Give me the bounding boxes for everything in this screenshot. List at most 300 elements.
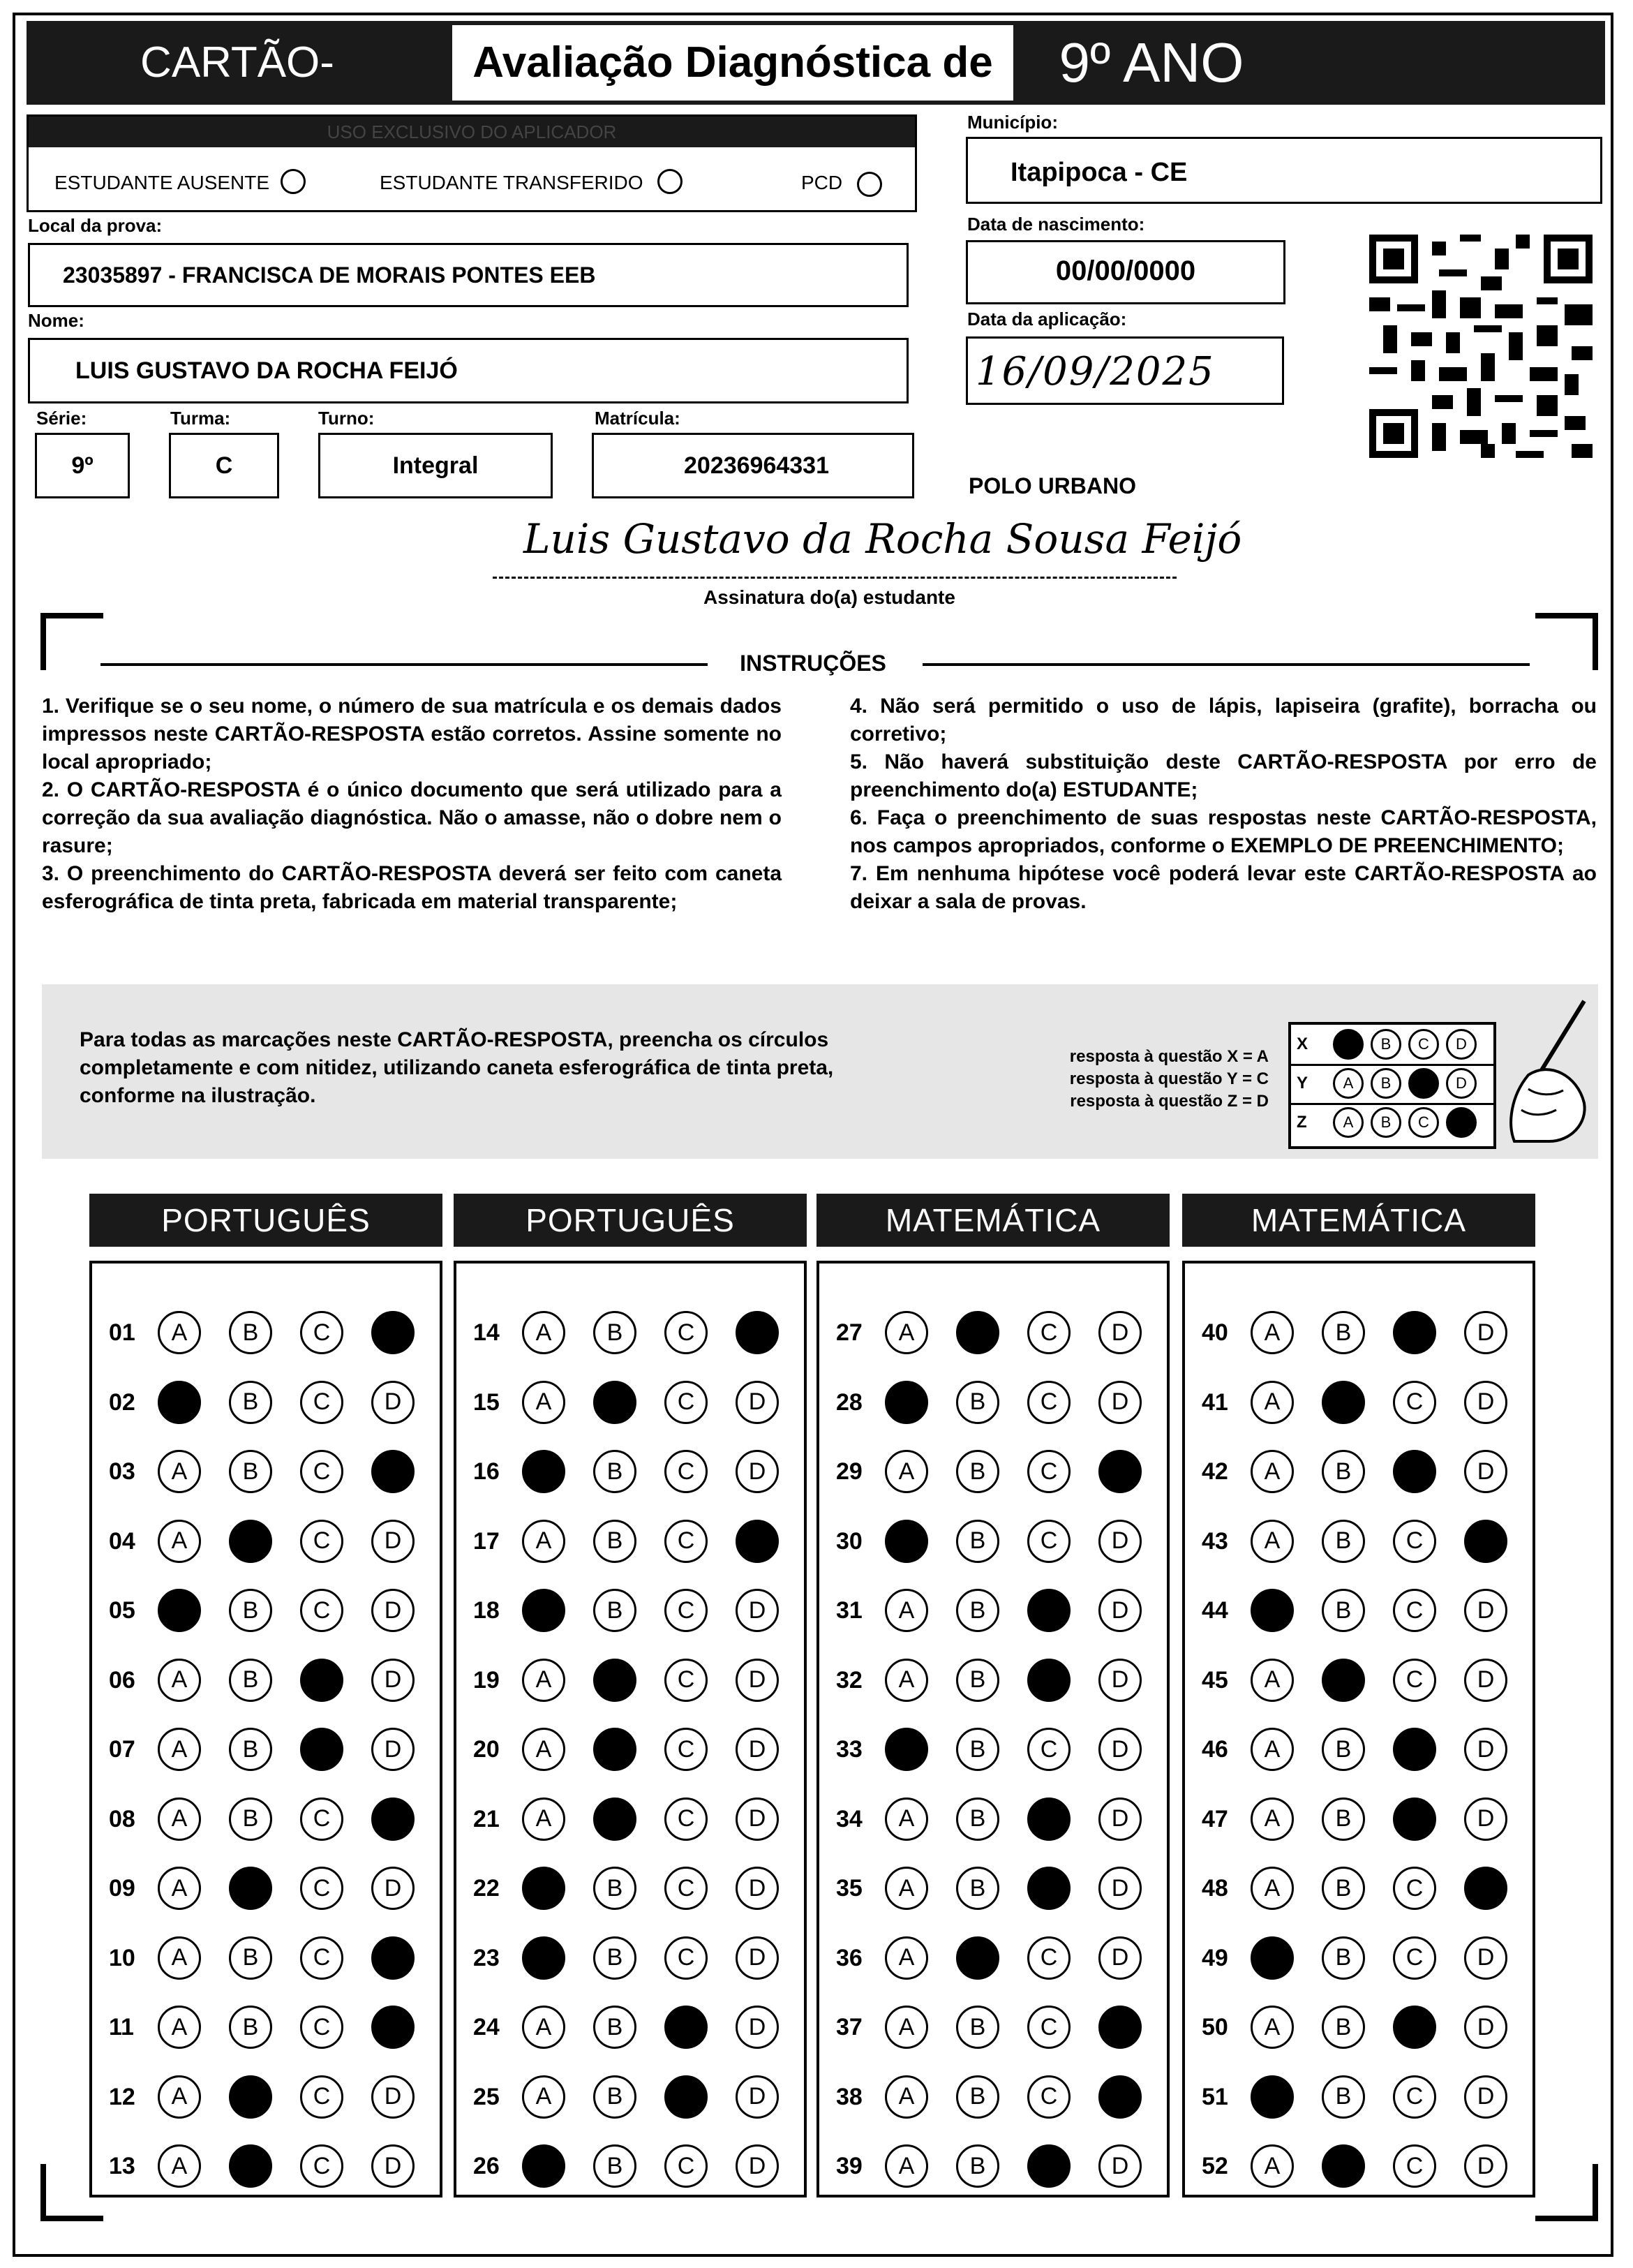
answer-bubble-16-d[interactable]: D — [736, 1450, 779, 1493]
answer-bubble-01-c[interactable]: C — [300, 1311, 343, 1354]
answer-bubble-49-c[interactable]: C — [1393, 1936, 1436, 1980]
nascimento-value: 00/00/0000 — [1055, 255, 1196, 286]
answer-bubble-28-d[interactable]: D — [1098, 1381, 1142, 1424]
answer-bubble-06-b[interactable]: B — [229, 1659, 272, 1702]
answer-bubble-14-d[interactable]: D — [736, 1311, 779, 1354]
instructions-right — [850, 692, 1597, 916]
question-number: 12 — [109, 2083, 135, 2110]
answer-bubble-06-c[interactable]: C — [300, 1659, 343, 1702]
answer-bubble-36-d[interactable]: D — [1098, 1936, 1142, 1980]
answer-bubble-15-b[interactable]: B — [593, 1381, 636, 1424]
answer-bubble-33-d[interactable]: D — [1098, 1728, 1142, 1771]
answer-bubble-26-a[interactable]: A — [522, 2144, 565, 2188]
answer-bubble-10-a[interactable]: A — [158, 1936, 201, 1980]
answer-bubble-42-d[interactable]: D — [1464, 1450, 1507, 1493]
answer-bubble-28-c[interactable]: C — [1027, 1381, 1071, 1424]
answer-bubble-44-c[interactable]: C — [1393, 1589, 1436, 1632]
answer-bubble-03-c[interactable]: C — [300, 1450, 343, 1493]
answer-bubble-33-b[interactable]: B — [956, 1728, 999, 1771]
answer-bubble-49-b[interactable]: B — [1322, 1936, 1365, 1980]
answer-bubble-23-c[interactable]: C — [664, 1936, 708, 1980]
answer-bubble-26-d[interactable]: D — [736, 2144, 779, 2188]
answer-bubble-39-d[interactable]: D — [1098, 2144, 1142, 2188]
example-line-z: resposta à questão Z = D — [1070, 1092, 1269, 1111]
answer-bubble-11-b[interactable]: B — [229, 2006, 272, 2049]
answer-bubble-30-a[interactable]: A — [885, 1520, 928, 1563]
answer-bubble-21-a[interactable]: A — [522, 1798, 565, 1841]
answer-bubble-05-a[interactable]: A — [158, 1589, 201, 1632]
example-row-label: Z — [1297, 1113, 1307, 1132]
answer-bubble-11-c[interactable]: C — [300, 2006, 343, 2049]
answer-bubble-27-b[interactable]: B — [956, 1311, 999, 1354]
instruction-5: 5. Não haverá substituição deste CARTÃO-RESPOSTA por erro de preenchimento do(a) ESTUDANTE; — [850, 750, 1597, 801]
question-number: 33 — [836, 1736, 863, 1763]
answer-bubble-24-d[interactable]: D — [736, 2006, 779, 2049]
pcd-label: PCD — [801, 172, 843, 193]
matricula-value: 20236964331 — [684, 452, 830, 479]
question-number: 13 — [109, 2153, 135, 2179]
answer-bubble-52-d[interactable]: D — [1464, 2144, 1507, 2188]
question-number: 15 — [473, 1388, 500, 1416]
answer-bubble-01-a[interactable]: A — [158, 1311, 201, 1354]
answer-bubble-42-a[interactable]: A — [1251, 1450, 1294, 1493]
question-number: 41 — [1202, 1388, 1228, 1416]
question-number: 22 — [473, 1875, 500, 1902]
answer-bubble-25-a[interactable]: A — [522, 2075, 565, 2119]
answer-bubble-17-c[interactable]: C — [664, 1520, 708, 1563]
answer-bubble-29-c[interactable]: C — [1027, 1450, 1071, 1493]
answer-bubble-19-a[interactable]: A — [522, 1659, 565, 1702]
answer-bubble-19-c[interactable]: C — [664, 1659, 708, 1702]
answer-bubble-30-d[interactable]: D — [1098, 1520, 1142, 1563]
answer-bubble-45-b[interactable]: B — [1322, 1659, 1365, 1702]
instruction-1: 1. Verifique se o seu nome, o número de sua matrícula e os demais dados impressos neste CARTÃO-RESPOSTA estão corretos. Assine somente no local apropriado; — [42, 695, 782, 773]
question-number: 50 — [1202, 2014, 1228, 2040]
answer-bubble-35-a[interactable]: A — [885, 1867, 928, 1910]
answer-bubble-39-a[interactable]: A — [885, 2144, 928, 2188]
polo-label: POLO URBANO — [969, 473, 1136, 498]
answer-bubble-03-b[interactable]: B — [229, 1450, 272, 1493]
signature: Luis Gustavo da Rocha Sousa Feijó — [523, 515, 1242, 563]
answer-bubble-40-c[interactable]: C — [1393, 1311, 1436, 1354]
answer-bubble-20-d[interactable]: D — [736, 1728, 779, 1771]
answer-bubble-02-c[interactable]: C — [300, 1381, 343, 1424]
answer-bubble-05-d[interactable]: D — [371, 1589, 415, 1632]
answer-bubble-43-a[interactable]: A — [1251, 1520, 1294, 1563]
answer-bubble-38-a[interactable]: A — [885, 2075, 928, 2119]
question-number: 11 — [109, 2014, 134, 2040]
answer-bubble-32-a[interactable]: A — [885, 1659, 928, 1702]
question-number: 34 — [836, 1805, 863, 1832]
nome-label: Nome: — [28, 310, 84, 331]
answer-bubble-14-c[interactable]: C — [664, 1311, 708, 1354]
answer-bubble-07-d[interactable]: D — [371, 1728, 415, 1771]
answer-bubble-43-d[interactable]: D — [1464, 1520, 1507, 1563]
answer-bubble-15-a[interactable]: A — [522, 1381, 565, 1424]
answer-bubble-35-c[interactable]: C — [1027, 1867, 1071, 1910]
answer-bubble-27-c[interactable]: C — [1027, 1311, 1071, 1354]
turno-label: Turno: — [318, 408, 375, 429]
answer-bubble-31-c[interactable]: C — [1027, 1589, 1071, 1632]
answer-bubble-37-c[interactable]: C — [1027, 2006, 1071, 2049]
answer-bubble-26-b[interactable]: B — [593, 2144, 636, 2188]
answer-bubble-31-a[interactable]: A — [885, 1589, 928, 1632]
answer-bubble-20-a[interactable]: A — [522, 1728, 565, 1771]
answer-bubble-20-b[interactable]: B — [593, 1728, 636, 1771]
answer-bubble-22-b[interactable]: B — [593, 1867, 636, 1910]
answer-bubble-08-d[interactable]: D — [371, 1798, 415, 1841]
answer-bubble-38-d[interactable]: D — [1098, 2075, 1142, 2119]
answer-bubble-40-a[interactable]: A — [1251, 1311, 1294, 1354]
answer-bubble-13-b[interactable]: B — [229, 2144, 272, 2188]
answer-bubble-09-d[interactable]: D — [371, 1867, 415, 1910]
answer-bubble-20-c[interactable]: C — [664, 1728, 708, 1771]
answer-bubble-44-a[interactable]: A — [1251, 1589, 1294, 1632]
answer-bubble-38-c[interactable]: C — [1027, 2075, 1071, 2119]
question-number: 42 — [1202, 1458, 1228, 1485]
question-number: 51 — [1202, 2083, 1228, 2110]
answer-bubble-37-d[interactable]: D — [1098, 2006, 1142, 2049]
answer-bubble-32-c[interactable]: C — [1027, 1659, 1071, 1702]
answer-bubble-06-a[interactable]: A — [158, 1659, 201, 1702]
answer-bubble-25-b[interactable]: B — [593, 2075, 636, 2119]
answer-bubble-48-b[interactable]: B — [1322, 1867, 1365, 1910]
answer-bubble-19-d[interactable]: D — [736, 1659, 779, 1702]
answer-bubble-24-a[interactable]: A — [522, 2006, 565, 2049]
answer-bubble-51-c[interactable]: C — [1393, 2075, 1436, 2119]
answer-bubble-41-c[interactable]: C — [1393, 1381, 1436, 1424]
question-number: 35 — [836, 1875, 863, 1902]
example-bubble: B — [1371, 1029, 1401, 1060]
question-number: 02 — [109, 1388, 135, 1416]
pcd-checkbox[interactable] — [857, 172, 882, 197]
answer-bubble-34-b[interactable]: B — [956, 1798, 999, 1841]
question-number: 43 — [1202, 1527, 1228, 1555]
turma-value: C — [215, 452, 233, 479]
example-bubble: C — [1408, 1029, 1439, 1060]
question-number: 05 — [109, 1597, 135, 1624]
answer-bubble-15-c[interactable]: C — [664, 1381, 708, 1424]
question-number: 14 — [473, 1319, 500, 1346]
answer-bubble-47-d[interactable]: D — [1464, 1798, 1507, 1841]
matricula-label: Matrícula: — [595, 408, 680, 429]
answer-bubble-52-b[interactable]: B — [1322, 2144, 1365, 2188]
answer-bubble-35-d[interactable]: D — [1098, 1867, 1142, 1910]
example-bubble: A — [1333, 1029, 1364, 1060]
answer-bubble-04-b[interactable]: B — [229, 1520, 272, 1563]
question-number: 36 — [836, 1944, 863, 1971]
answer-bubble-14-b[interactable]: B — [593, 1311, 636, 1354]
answer-bubble-12-c[interactable]: C — [300, 2075, 343, 2119]
question-number: 46 — [1202, 1736, 1228, 1763]
absent-checkbox[interactable] — [281, 169, 306, 194]
answer-bubble-10-c[interactable]: C — [300, 1936, 343, 1980]
answer-bubble-21-b[interactable]: B — [593, 1798, 636, 1841]
answer-bubble-52-c[interactable]: C — [1393, 2144, 1436, 2188]
question-number: 20 — [473, 1736, 500, 1763]
answer-bubble-25-c[interactable]: C — [664, 2075, 708, 2119]
signature-line — [493, 577, 1177, 579]
nascimento-label: Data de nascimento: — [967, 214, 1145, 235]
answer-bubble-51-b[interactable]: B — [1322, 2075, 1365, 2119]
corner-mark-top-right — [1535, 613, 1598, 670]
answer-bubble-47-a[interactable]: A — [1251, 1798, 1294, 1841]
section-header: PORTUGUÊS — [454, 1194, 807, 1247]
instruction-7: 7. Em nenhuma hipótese você poderá levar este CARTÃO-RESPOSTA ao deixar a sala de provas. — [850, 862, 1597, 913]
answer-bubble-03-d[interactable]: D — [371, 1450, 415, 1493]
question-number: 10 — [109, 1944, 135, 1971]
answer-bubble-23-a[interactable]: A — [522, 1936, 565, 1980]
answer-bubble-43-c[interactable]: C — [1393, 1520, 1436, 1563]
answer-bubble-23-b[interactable]: B — [593, 1936, 636, 1980]
answer-bubble-05-c[interactable]: C — [300, 1589, 343, 1632]
answer-bubble-12-b[interactable]: B — [229, 2075, 272, 2119]
answer-bubble-08-c[interactable]: C — [300, 1798, 343, 1841]
answer-bubble-14-a[interactable]: A — [522, 1311, 565, 1354]
question-number: 39 — [836, 2153, 863, 2179]
answer-bubble-38-b[interactable]: B — [956, 2075, 999, 2119]
answer-bubble-31-d[interactable]: D — [1098, 1589, 1142, 1632]
question-number: 40 — [1202, 1319, 1228, 1346]
answer-bubble-41-b[interactable]: B — [1322, 1381, 1365, 1424]
serie-label: Série: — [36, 408, 87, 429]
answer-bubble-50-c[interactable]: C — [1393, 2006, 1436, 2049]
header-title: CARTÃO- — [140, 38, 334, 87]
answer-bubble-04-d[interactable]: D — [371, 1520, 415, 1563]
answer-bubble-22-d[interactable]: D — [736, 1867, 779, 1910]
answer-bubble-06-d[interactable]: D — [371, 1659, 415, 1702]
question-number: 16 — [473, 1458, 500, 1485]
answer-bubble-45-a[interactable]: A — [1251, 1659, 1294, 1702]
answer-bubble-27-d[interactable]: D — [1098, 1311, 1142, 1354]
answer-bubble-34-d[interactable]: D — [1098, 1798, 1142, 1841]
local-label: Local da prova: — [28, 215, 163, 236]
question-number: 26 — [473, 2153, 500, 2179]
aplicacao-label: Data da aplicação: — [967, 309, 1127, 329]
answer-bubble-07-b[interactable]: B — [229, 1728, 272, 1771]
answer-bubble-18-c[interactable]: C — [664, 1589, 708, 1632]
answer-bubble-48-d[interactable]: D — [1464, 1867, 1507, 1910]
answer-bubble-03-a[interactable]: A — [158, 1450, 201, 1493]
example-row-label: Y — [1297, 1074, 1308, 1092]
answer-bubble-45-c[interactable]: C — [1393, 1659, 1436, 1702]
example-bubble: B — [1371, 1068, 1401, 1099]
answer-bubble-22-c[interactable]: C — [664, 1867, 708, 1910]
answer-bubble-48-c[interactable]: C — [1393, 1867, 1436, 1910]
answer-bubble-51-a[interactable]: A — [1251, 2075, 1294, 2119]
answer-bubble-46-d[interactable]: D — [1464, 1728, 1507, 1771]
transferred-checkbox[interactable] — [657, 169, 683, 194]
answer-bubble-05-b[interactable]: B — [229, 1589, 272, 1632]
answer-bubble-26-c[interactable]: C — [664, 2144, 708, 2188]
question-number: 29 — [836, 1458, 863, 1485]
answer-bubble-41-a[interactable]: A — [1251, 1381, 1294, 1424]
answer-bubble-33-a[interactable]: A — [885, 1728, 928, 1771]
answer-bubble-18-b[interactable]: B — [593, 1589, 636, 1632]
answer-bubble-01-b[interactable]: B — [229, 1311, 272, 1354]
answer-bubble-02-d[interactable]: D — [371, 1381, 415, 1424]
example-bubble: D — [1446, 1107, 1477, 1138]
answer-bubble-42-c[interactable]: C — [1393, 1450, 1436, 1493]
answer-bubble-17-d[interactable]: D — [736, 1520, 779, 1563]
answer-bubble-39-b[interactable]: B — [956, 2144, 999, 2188]
answer-bubble-32-d[interactable]: D — [1098, 1659, 1142, 1702]
example-bubble: C — [1408, 1107, 1439, 1138]
answer-bubble-50-a[interactable]: A — [1251, 2006, 1294, 2049]
answer-bubble-34-a[interactable]: A — [885, 1798, 928, 1841]
answer-bubble-18-a[interactable]: A — [522, 1589, 565, 1632]
answer-bubble-30-b[interactable]: B — [956, 1520, 999, 1563]
answer-bubble-12-d[interactable]: D — [371, 2075, 415, 2119]
answer-bubble-12-a[interactable]: A — [158, 2075, 201, 2119]
hand-pen-icon — [1486, 998, 1591, 1145]
answer-bubble-44-d[interactable]: D — [1464, 1589, 1507, 1632]
answer-bubble-47-b[interactable]: B — [1322, 1798, 1365, 1841]
answer-bubble-21-d[interactable]: D — [736, 1798, 779, 1841]
example-bubble: A — [1333, 1107, 1364, 1138]
answer-bubble-28-b[interactable]: B — [956, 1381, 999, 1424]
answer-bubble-29-a[interactable]: A — [885, 1450, 928, 1493]
question-number: 19 — [473, 1666, 500, 1693]
answer-bubble-49-d[interactable]: D — [1464, 1936, 1507, 1980]
answer-bubble-17-a[interactable]: A — [522, 1520, 565, 1563]
question-number: 01 — [109, 1319, 135, 1346]
answer-bubble-40-d[interactable]: D — [1464, 1311, 1507, 1354]
instructions-rule-left — [100, 663, 708, 666]
answer-bubble-07-a[interactable]: A — [158, 1728, 201, 1771]
answer-bubble-09-b[interactable]: B — [229, 1867, 272, 1910]
answer-bubble-23-d[interactable]: D — [736, 1936, 779, 1980]
example-row-divider — [1291, 1064, 1493, 1066]
question-number: 24 — [473, 2014, 500, 2040]
answer-bubble-44-b[interactable]: B — [1322, 1589, 1365, 1632]
aplicacao-value: 16/09/2025 — [976, 349, 1215, 394]
answer-bubble-01-d[interactable]: D — [371, 1311, 415, 1354]
answer-bubble-11-a[interactable]: A — [158, 2006, 201, 2049]
answer-bubble-51-d[interactable]: D — [1464, 2075, 1507, 2119]
qr-code-icon — [1369, 235, 1593, 458]
answer-bubble-40-b[interactable]: B — [1322, 1311, 1365, 1354]
answer-bubble-18-d[interactable]: D — [736, 1589, 779, 1632]
answer-bubble-13-d[interactable]: D — [371, 2144, 415, 2188]
signature-label: Assinatura do(a) estudante — [703, 586, 955, 608]
answer-bubble-35-b[interactable]: B — [956, 1867, 999, 1910]
section-header: PORTUGUÊS — [89, 1194, 442, 1247]
answer-bubble-22-a[interactable]: A — [522, 1867, 565, 1910]
applicator-label: USO EXCLUSIVO DO APLICADOR — [29, 117, 915, 147]
answer-bubble-08-a[interactable]: A — [158, 1798, 201, 1841]
answer-bubble-09-c[interactable]: C — [300, 1867, 343, 1910]
answer-bubble-11-d[interactable]: D — [371, 2006, 415, 2049]
instruction-2: 2. O CARTÃO-RESPOSTA é o único documento que será utilizado para a correção da sua avaliação diagnóstica. Não o amasse, não o dobre nem o rasure; — [42, 778, 782, 857]
question-number: 45 — [1202, 1666, 1228, 1693]
answer-bubble-24-c[interactable]: C — [664, 2006, 708, 2049]
answer-bubble-47-c[interactable]: C — [1393, 1798, 1436, 1841]
question-number: 08 — [109, 1805, 135, 1832]
answer-bubble-02-b[interactable]: B — [229, 1381, 272, 1424]
section-header: MATEMÁTICA — [816, 1194, 1170, 1247]
answer-bubble-16-a[interactable]: A — [522, 1450, 565, 1493]
answer-bubble-21-c[interactable]: C — [664, 1798, 708, 1841]
answer-bubble-29-d[interactable]: D — [1098, 1450, 1142, 1493]
answer-bubble-25-d[interactable]: D — [736, 2075, 779, 2119]
question-number: 09 — [109, 1875, 135, 1902]
answer-bubble-48-a[interactable]: A — [1251, 1867, 1294, 1910]
answer-bubble-42-b[interactable]: B — [1322, 1450, 1365, 1493]
answer-bubble-33-c[interactable]: C — [1027, 1728, 1071, 1771]
answer-bubble-43-b[interactable]: B — [1322, 1520, 1365, 1563]
answer-bubble-37-a[interactable]: A — [885, 2006, 928, 2049]
header-subtitle: Avaliação Diagnóstica de — [452, 25, 1013, 101]
answer-bubble-50-d[interactable]: D — [1464, 2006, 1507, 2049]
answer-bubble-36-a[interactable]: A — [885, 1936, 928, 1980]
answer-bubble-36-b[interactable]: B — [956, 1936, 999, 1980]
answer-bubble-02-a[interactable]: A — [158, 1381, 201, 1424]
answer-bubble-46-b[interactable]: B — [1322, 1728, 1365, 1771]
example-line-y: resposta à questão Y = C — [1069, 1069, 1269, 1088]
question-number: 47 — [1202, 1805, 1228, 1832]
answer-bubble-46-a[interactable]: A — [1251, 1728, 1294, 1771]
answer-bubble-49-a[interactable]: A — [1251, 1936, 1294, 1980]
answer-bubble-32-b[interactable]: B — [956, 1659, 999, 1702]
question-number: 03 — [109, 1458, 135, 1485]
answer-bubble-39-c[interactable]: C — [1027, 2144, 1071, 2188]
answer-bubble-16-b[interactable]: B — [593, 1450, 636, 1493]
question-number: 49 — [1202, 1944, 1228, 1971]
transferred-label: ESTUDANTE TRANSFERIDO — [380, 172, 643, 193]
example-bubble: D — [1446, 1068, 1477, 1099]
absent-label: ESTUDANTE AUSENTE — [54, 172, 270, 193]
answer-bubble-09-a[interactable]: A — [158, 1867, 201, 1910]
answer-bubble-36-c[interactable]: C — [1027, 1936, 1071, 1980]
answer-bubble-13-a[interactable]: A — [158, 2144, 201, 2188]
answer-bubble-52-a[interactable]: A — [1251, 2144, 1294, 2188]
answer-bubble-29-b[interactable]: B — [956, 1450, 999, 1493]
answer-bubble-41-d[interactable]: D — [1464, 1381, 1507, 1424]
answer-bubble-15-d[interactable]: D — [736, 1381, 779, 1424]
answer-bubble-37-b[interactable]: B — [956, 2006, 999, 2049]
answer-bubble-24-b[interactable]: B — [593, 2006, 636, 2049]
question-number: 06 — [109, 1666, 135, 1693]
answer-bubble-04-c[interactable]: C — [300, 1520, 343, 1563]
answer-bubble-13-c[interactable]: C — [300, 2144, 343, 2188]
answer-bubble-46-c[interactable]: C — [1393, 1728, 1436, 1771]
question-number: 38 — [836, 2083, 863, 2110]
answer-bubble-04-a[interactable]: A — [158, 1520, 201, 1563]
corner-mark-bottom-right — [1535, 2164, 1598, 2221]
question-number: 32 — [836, 1666, 863, 1693]
answer-bubble-08-b[interactable]: B — [229, 1798, 272, 1841]
answer-bubble-45-d[interactable]: D — [1464, 1659, 1507, 1702]
answer-bubble-16-c[interactable]: C — [664, 1450, 708, 1493]
example-bubble: B — [1371, 1107, 1401, 1138]
instruction-6: 6. Faça o preenchimento de suas respostas neste CARTÃO-RESPOSTA, nos campos apropriados, conforme o EXEMPLO DE PREENCHIMENTO; — [850, 806, 1597, 857]
answer-bubble-27-a[interactable]: A — [885, 1311, 928, 1354]
turma-label: Turma: — [170, 408, 231, 429]
answer-bubble-28-a[interactable]: A — [885, 1381, 928, 1424]
answer-bubble-31-b[interactable]: B — [956, 1589, 999, 1632]
answer-bubble-07-c[interactable]: C — [300, 1728, 343, 1771]
answer-bubble-17-b[interactable]: B — [593, 1520, 636, 1563]
answer-bubble-34-c[interactable]: C — [1027, 1798, 1071, 1841]
answer-bubble-10-d[interactable]: D — [371, 1936, 415, 1980]
answer-bubble-19-b[interactable]: B — [593, 1659, 636, 1702]
answer-bubble-30-c[interactable]: C — [1027, 1520, 1071, 1563]
example-bubble: C — [1408, 1068, 1439, 1099]
example-lines — [1031, 1046, 1269, 1113]
answer-bubble-10-b[interactable]: B — [229, 1936, 272, 1980]
answer-bubble-50-b[interactable]: B — [1322, 2006, 1365, 2049]
